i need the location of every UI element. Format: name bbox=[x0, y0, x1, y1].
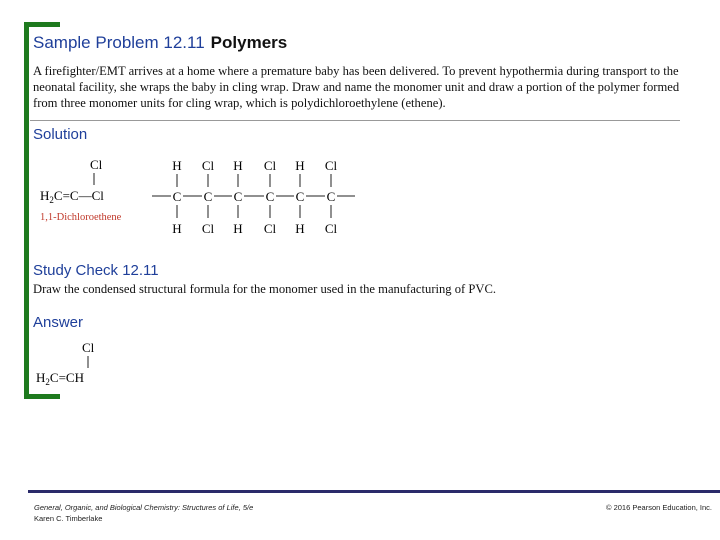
monomer-c2: C bbox=[69, 188, 79, 203]
footer-book-title: General, Organic, and Biological Chemistry: Structures of Life, 5/e bbox=[34, 503, 254, 512]
polymer-top-atom: H bbox=[295, 158, 305, 173]
monomer-subscript: 2 bbox=[49, 195, 54, 205]
monomer-double-bond: = bbox=[62, 188, 70, 203]
answer-double-bond: = bbox=[58, 370, 66, 385]
svg-text:H2C=C—Cl bbox=[40, 188, 104, 205]
polymer-structure bbox=[150, 152, 360, 240]
bracket-top bbox=[24, 22, 60, 27]
polymer-top-atom: Cl bbox=[263, 158, 277, 173]
problem-text: A firefighter/EMT arrives at a home where a premature baby has been delivered. To prevent hypothermia during transport to the neonatal facility, she wraps the baby in cling wrap. Draw and name the monomer unit and draw a portion of the polymer formed from three monomer units for cling wrap, which is polydichloroethylene (ethene). bbox=[33, 64, 680, 111]
footer-copyright: © 2016 Pearson Education, Inc. bbox=[605, 503, 712, 512]
polymer-carbon: C bbox=[265, 189, 275, 204]
answer-heading: Answer bbox=[33, 314, 84, 331]
monomer-cl: Cl bbox=[91, 188, 104, 203]
solution-heading: Solution bbox=[33, 126, 88, 143]
answer-ch: CH bbox=[65, 370, 84, 385]
footer-author: Karen C. Timberlake bbox=[34, 513, 103, 523]
polymer-carbon: C bbox=[295, 189, 305, 204]
polymer-bottom-atom: Cl bbox=[324, 221, 338, 236]
polymer-bottom-atom: H bbox=[172, 221, 182, 236]
polymer-top-atom: Cl bbox=[324, 158, 338, 173]
polymer-carbon: C bbox=[233, 189, 243, 204]
monomer-single-bond: — bbox=[78, 188, 92, 203]
answer-subscript: 2 bbox=[45, 377, 50, 387]
slide-title bbox=[33, 33, 287, 53]
answer-h: H bbox=[36, 370, 46, 385]
monomer-c1: C bbox=[53, 188, 63, 203]
polymer-top-atom: H bbox=[172, 158, 182, 173]
answer-c1: C bbox=[49, 370, 59, 385]
study-check-text: Draw the condensed structural formula for the monomer used in the manufacturing of PVC. bbox=[33, 282, 497, 296]
monomer-structure bbox=[36, 152, 146, 226]
title-number: Sample Problem 12.11 bbox=[33, 33, 205, 52]
divider-rule bbox=[30, 120, 680, 121]
svg-text:H2C=CH bbox=[36, 370, 84, 387]
footer-rule bbox=[28, 490, 720, 493]
footer-citation bbox=[34, 503, 253, 524]
polymer-carbon: C bbox=[203, 189, 213, 204]
polymer-bottom-atom: H bbox=[233, 221, 243, 236]
bracket-bottom bbox=[24, 394, 60, 399]
polymer-bottom-atom: Cl bbox=[263, 221, 277, 236]
study-check-heading: Study Check 12.11 bbox=[33, 262, 159, 279]
polymer-top-atom: Cl bbox=[201, 158, 215, 173]
monomer-top-cl: Cl bbox=[90, 157, 103, 172]
title-topic: Polymers bbox=[210, 33, 288, 52]
answer-top-cl: Cl bbox=[82, 340, 95, 355]
monomer-h: H bbox=[40, 188, 50, 203]
polymer-carbon: C bbox=[326, 189, 336, 204]
bracket-left bbox=[24, 22, 29, 399]
polymer-bottom-atom: Cl bbox=[201, 221, 215, 236]
polymer-bottom-atom: H bbox=[295, 221, 305, 236]
monomer-name: 1,1-Dichloroethene bbox=[40, 212, 122, 223]
polymer-carbon: C bbox=[172, 189, 182, 204]
polymer-top-atom: H bbox=[233, 158, 243, 173]
answer-structure bbox=[34, 338, 114, 388]
